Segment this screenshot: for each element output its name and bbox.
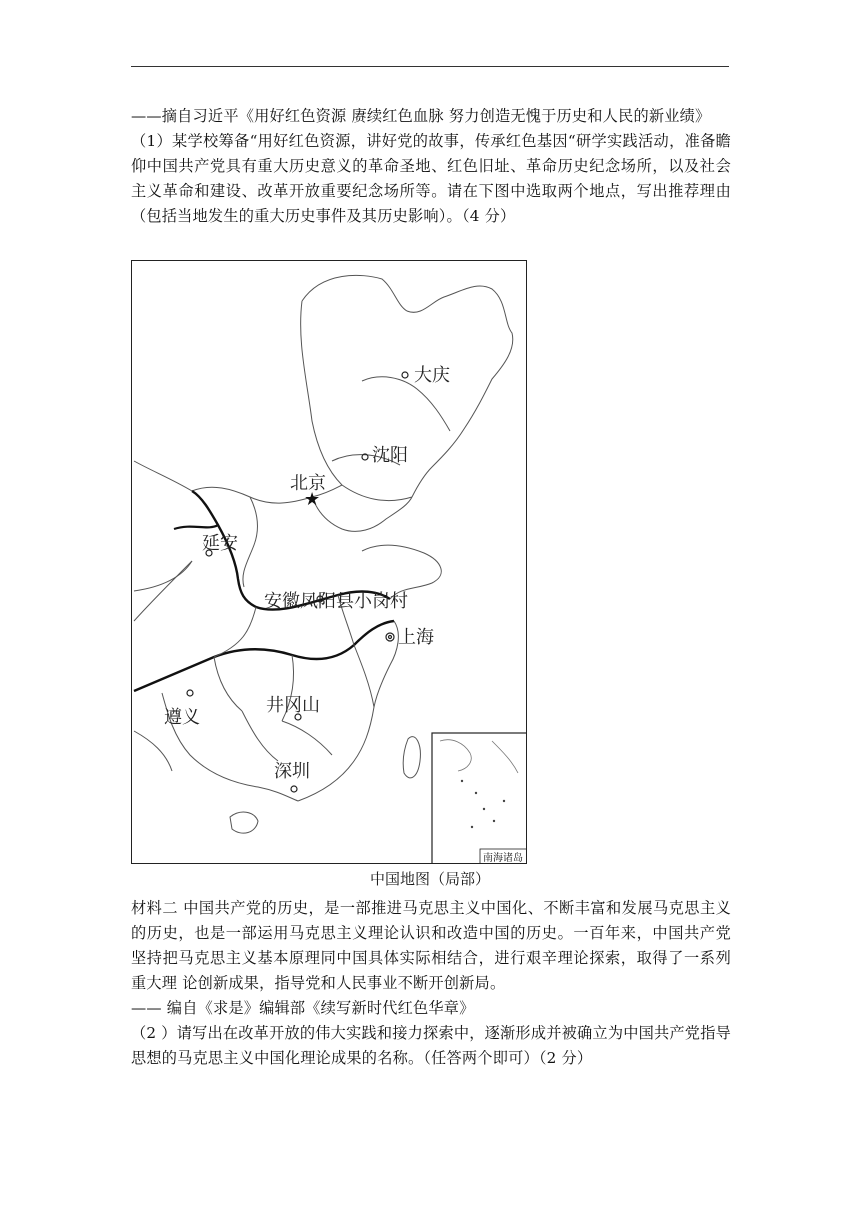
city-shanghai: 上海 — [398, 627, 434, 648]
source-citation-1: ——摘自习近平《用好红色资源 赓续红色血脉 努力创造无愧于历史和人民的新业绩》 — [131, 107, 711, 125]
source-citation-2: —— 编自《求是》编辑部《续写新时代红色华章》 — [131, 999, 475, 1017]
city-xiaogang: 安徽凤阳县小岗村 — [264, 591, 408, 612]
capital-star-icon: ★ — [304, 489, 321, 510]
china-map — [131, 260, 527, 864]
text-block-bottom — [131, 896, 731, 1071]
city-daqing: 大庆 — [414, 365, 450, 386]
question-2: （2 ）请写出在改革开放的伟大实践和接力探索中，逐渐形成并被确立为中国共产党指导思想的马克思主义中国化理论成果的名称。（任答两个即可）（2 分） — [131, 1024, 731, 1067]
city-shenzhen: 深圳 — [274, 761, 310, 782]
city-beijing: 北京 — [290, 473, 326, 494]
material-2: 材料二 中国共产党的历史，是一部推进马克思主义中国化、不断丰富和发展马克思主义的历史，也是一部运用马克思主义理论认识和改造中国的历史。一百年来，中国共产党坚持把马克思主义基本原理同中国具体实际相结合，进行艰辛理论探索，取得了一系列重大理 论创新成果，指导党和人民事业不断开创新局。 — [131, 899, 731, 992]
question-1: （1）某学校筹备“用好红色资源，讲好党的故事，传承红色基因“研学实践活动，准备瞻仰中国共产党具有重大历史意义的革命圣地、红色旧址、革命历史纪念场所，以及社会主义革命和建设、改革开放重要纪念场所等。请在下图中选取两个地点，写出推荐理由（包括当地发生的重大历史事件及其历史影响）。（4 分） — [131, 132, 731, 225]
map-caption: 中国地图（局部） — [369, 870, 490, 888]
header-rule — [131, 66, 729, 67]
china-map-drawing — [132, 261, 527, 864]
city-yanan: 延安 — [202, 533, 238, 554]
inset-label: 南海诸岛 — [483, 853, 523, 864]
city-shenyang: 沈阳 — [372, 445, 408, 466]
text-block-top — [131, 104, 731, 229]
city-jinggangshan: 井冈山 — [266, 695, 320, 716]
city-zunyi: 遵义 — [164, 707, 200, 728]
